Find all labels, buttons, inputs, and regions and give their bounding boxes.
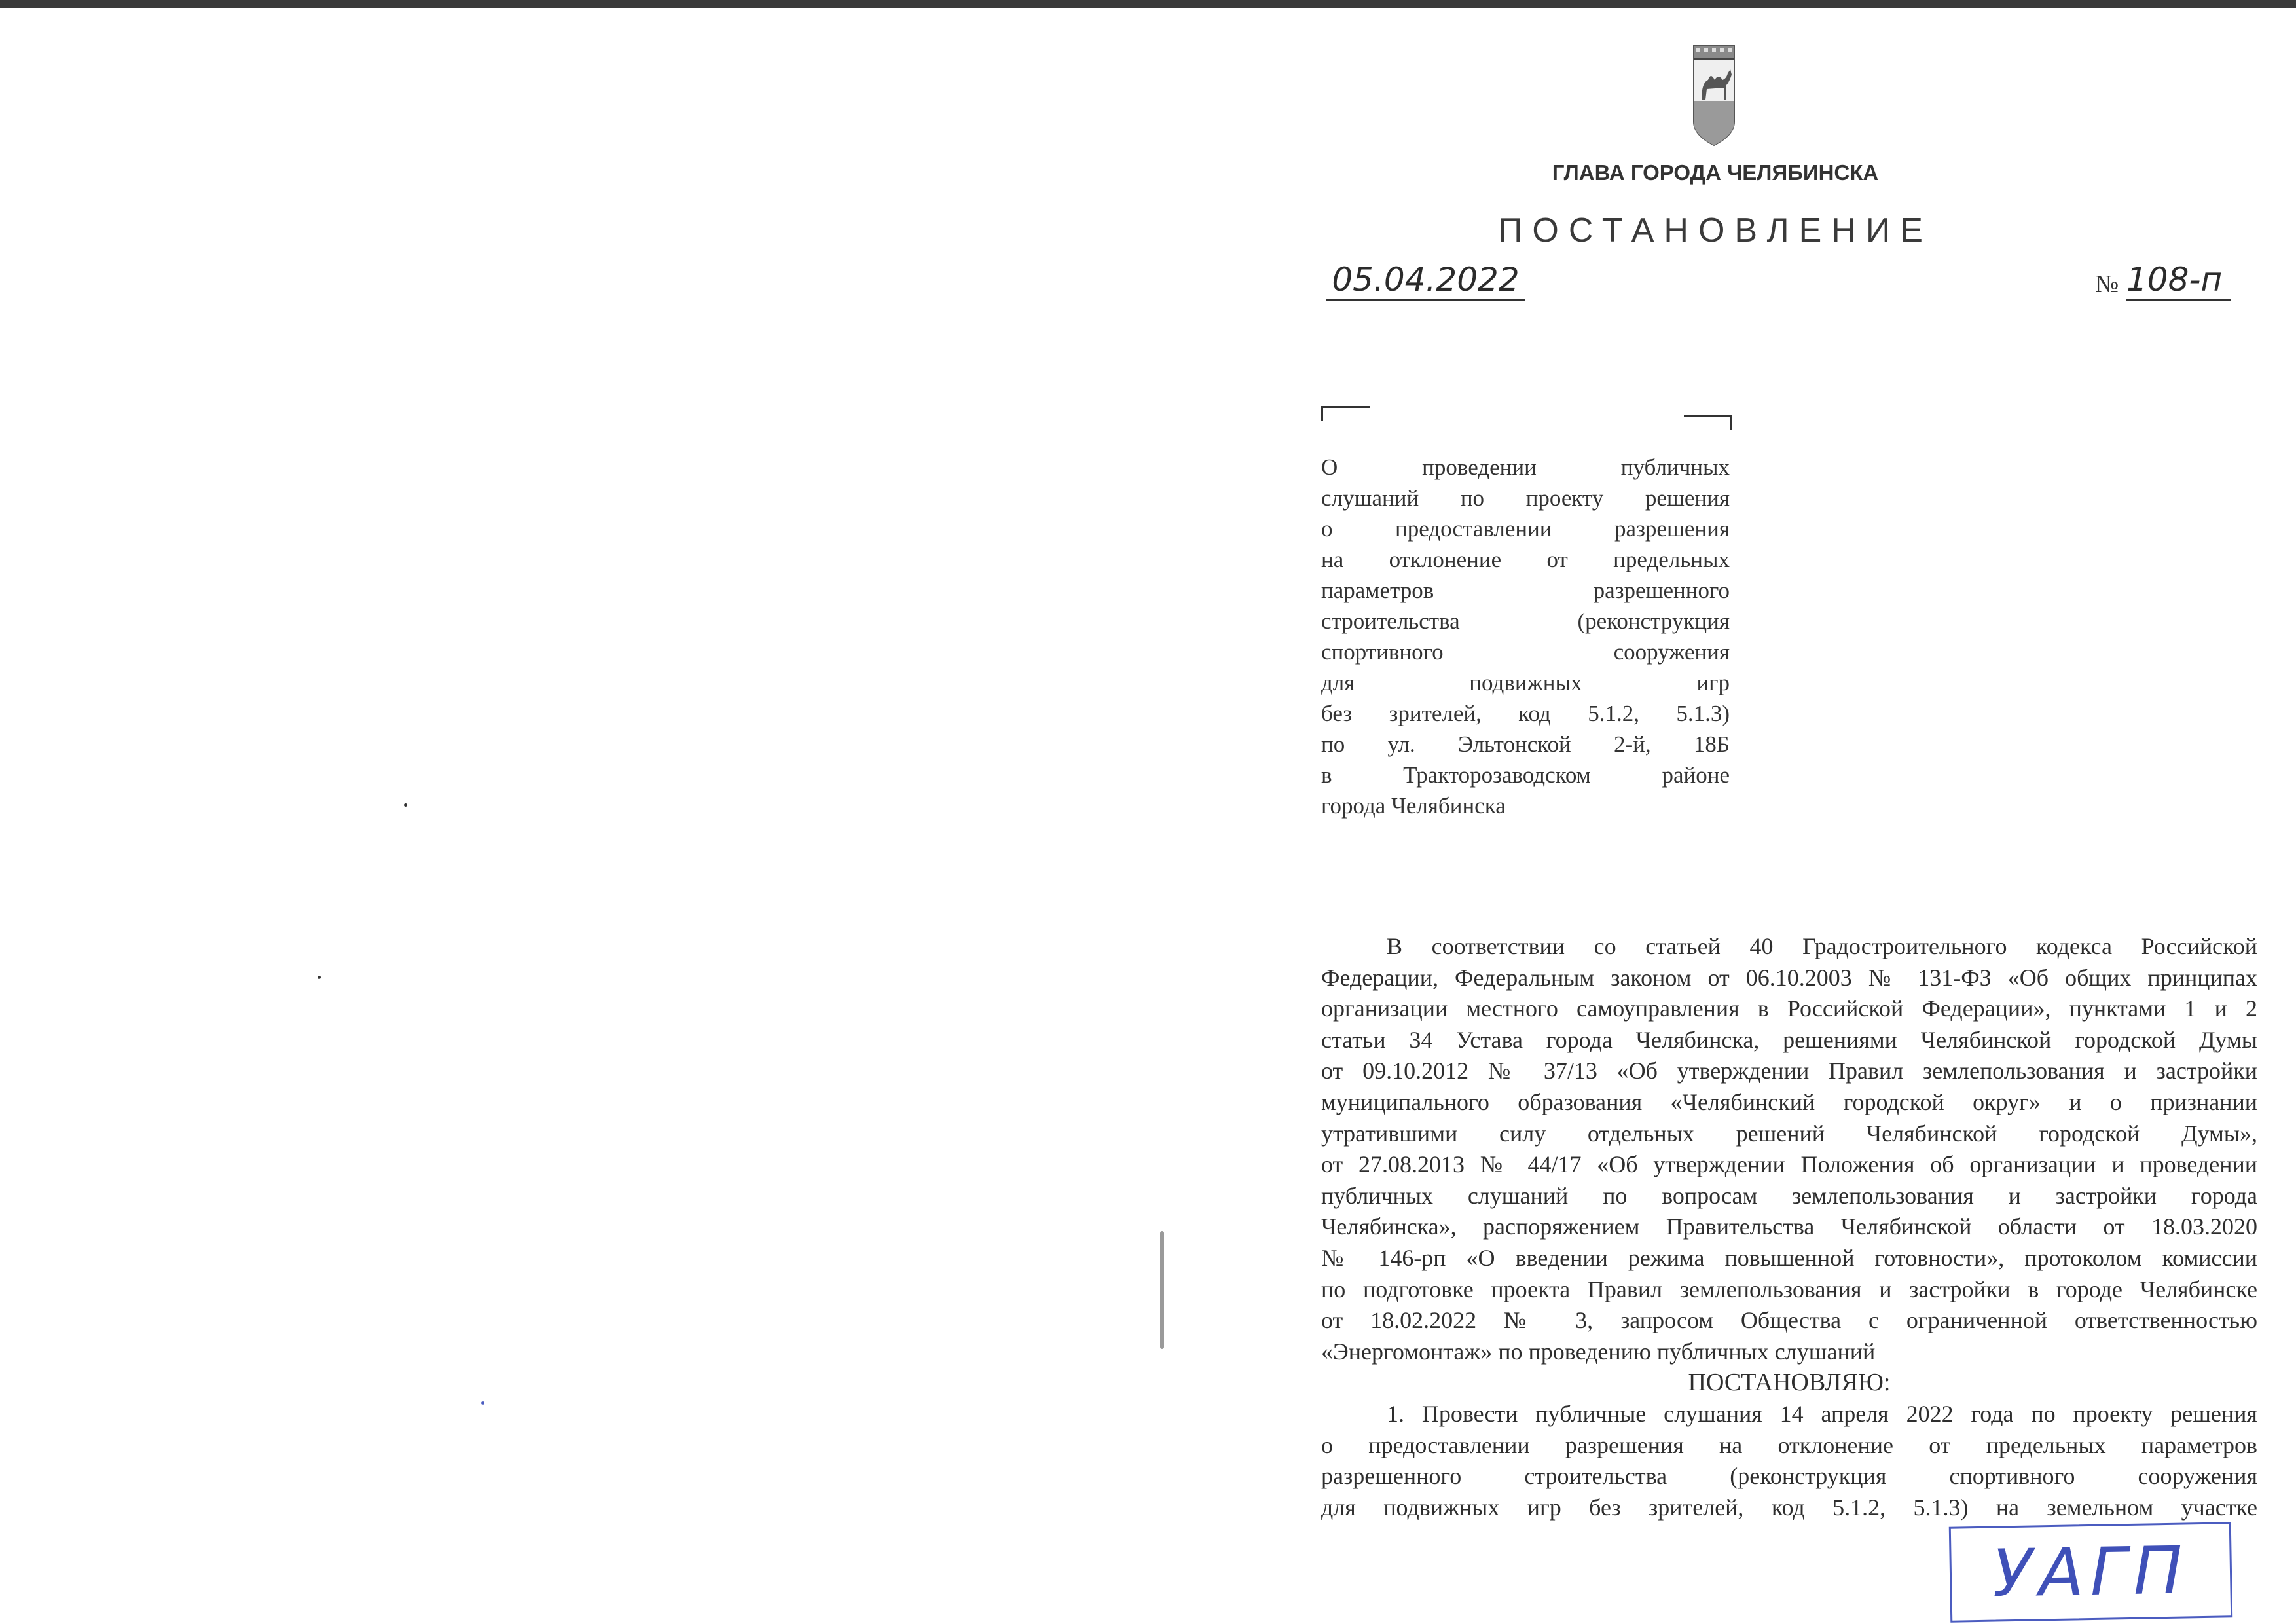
preamble-line: «Энергомонтаж» по проведению публичных слушаний	[1321, 1338, 1876, 1365]
preamble-line: публичных слушаний по вопросам землепользования и застройки города	[1321, 1182, 2257, 1209]
preamble-line: Челябинска», распоряжением Правительства Челябинской области от 18.03.2020	[1321, 1213, 2257, 1240]
preamble-line: В соответствии со статьей 40 Градостроительного кодекса Российской	[1387, 933, 2257, 959]
preamble-line: по подготовке проекта Правил землепользования и застройки в городе Челябинске	[1321, 1276, 2257, 1302]
title-line: по ул. Эльтонской 2-й, 18Б	[1321, 731, 1730, 757]
preamble-line: от 09.10.2012 № 37/13 «Об утверждении Правил землепользования и застройки	[1321, 1058, 2257, 1084]
preamble-line: организации местного самоуправления в Российской Федерации», пунктами 1 и 2	[1321, 995, 2257, 1022]
document-body	[1321, 931, 2257, 1523]
title-line: О проведении публичных	[1321, 454, 1730, 480]
title-line: на отклонение от предельных	[1321, 547, 1730, 572]
scan-speck	[481, 1401, 484, 1405]
document-number-block	[2095, 261, 2231, 300]
title-line: для подвижных игр	[1321, 670, 1730, 695]
preamble-line: статьи 34 Устава города Челябинска, решениями Челябинской городской Думы	[1321, 1026, 2257, 1053]
resolve-heading: ПОСТАНОВЛЯЮ:	[1688, 1369, 1891, 1397]
scan-speck	[318, 976, 321, 979]
chelyabinsk-coat-of-arms-icon	[1692, 43, 1736, 147]
title-line: параметров разрешенного	[1321, 578, 1730, 603]
title-bracket-right	[1684, 415, 1732, 430]
document-title	[1321, 452, 1730, 821]
preamble-line: Федерации, Федеральным законом от 06.10.2003 № 131-ФЗ «Об общих принципах	[1321, 964, 2257, 991]
preamble-line: муниципального образования «Челябинский городской округ» и о признании	[1321, 1088, 2257, 1115]
title-line: города Челябинска	[1321, 793, 1506, 819]
preamble-line: утратившими силу отдельных решений Челябинской городской Думы»,	[1321, 1120, 2257, 1147]
number-sign: №	[2095, 270, 2119, 298]
title-line: в Тракторозаводском районе	[1321, 762, 1730, 788]
title-line: о предоставлении разрешения	[1321, 516, 1730, 542]
scan-speck	[404, 803, 407, 807]
document-date: 05.04.2022	[1326, 261, 1525, 301]
preamble-line: от 18.02.2022 № 3, запросом Общества с ограниченной ответственностью	[1321, 1307, 2257, 1334]
item-1-line: 1. Провести публичные слушания 14 апреля 2022 года по проекту решения	[1387, 1400, 2257, 1427]
title-line: слушаний по проекту решения	[1321, 485, 1730, 511]
staple-mark	[1160, 1231, 1164, 1349]
scan-top-edge	[0, 0, 2296, 8]
title-bracket-left	[1321, 406, 1370, 421]
preamble-line: от 27.08.2013 № 44/17 «Об утверждении Положения об организации и проведении	[1321, 1151, 2257, 1178]
preamble-line: № 146-рп «О введении режима повышенной готовности», протоколом комиссии	[1321, 1244, 2257, 1271]
title-line: строительства (реконструкция	[1321, 608, 1730, 634]
issuing-authority: ГЛАВА ГОРОДА ЧЕЛЯБИНСКА	[1552, 160, 1879, 185]
title-line: без зрителей, код 5.1.2, 5.1.3)	[1321, 701, 1730, 726]
item-1-line: о предоставлении разрешения на отклонение от предельных параметров	[1321, 1431, 2257, 1458]
document-type: ПОСТАНОВЛЕНИЕ	[1498, 212, 1933, 249]
item-1-line: для подвижных игр без зрителей, код 5.1.2, 5.1.3) на земельном участке	[1321, 1494, 2257, 1521]
item-1-line: разрешенного строительства (реконструкция спортивного сооружения	[1321, 1463, 2257, 1490]
document-number: 108-п	[2126, 261, 2231, 301]
department-stamp: УАГП	[1949, 1522, 2232, 1622]
title-line: спортивного сооружения	[1321, 639, 1730, 665]
